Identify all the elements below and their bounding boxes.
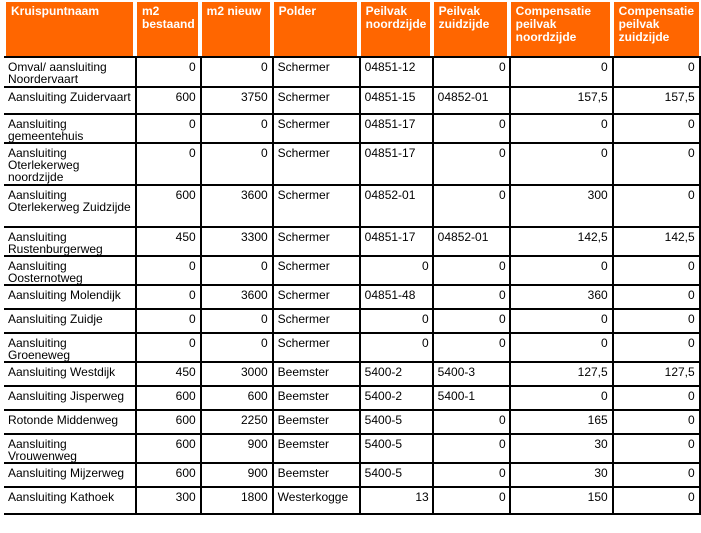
cell-compensatie-zuidzijde: 127,5 (612, 363, 701, 387)
cell-m2-nieuw: 3600 (200, 286, 272, 310)
cell-peilvak-noordzijde: 04851-12 (359, 56, 432, 88)
cell-m2-nieuw: 0 (200, 56, 272, 88)
table-body (4, 56, 701, 515)
cell-kruispuntnaam: Aansluiting Oterlekerweg Zuidzijde (4, 186, 135, 228)
cell-m2-bestaand: 0 (135, 310, 200, 334)
cell-compensatie-zuidzijde: 0 (612, 387, 701, 411)
cell-peilvak-noordzijde: 5400-5 (359, 411, 432, 435)
cell-compensatie-noordzijde: 30 (509, 464, 612, 488)
cell-peilvak-zuidzijde: 04852-01 (432, 88, 509, 115)
cell-compensatie-zuidzijde: 0 (612, 464, 701, 488)
cell-m2-bestaand: 600 (135, 411, 200, 435)
cell-m2-nieuw: 0 (200, 310, 272, 334)
table-row (4, 464, 701, 488)
cell-m2-bestaand: 300 (135, 488, 200, 515)
cell-compensatie-noordzijde: 0 (509, 115, 612, 144)
table-row (4, 88, 701, 115)
cell-peilvak-zuidzijde: 0 (432, 144, 509, 186)
cell-peilvak-zuidzijde: 0 (432, 464, 509, 488)
cell-compensatie-noordzijde: 127,5 (509, 363, 612, 387)
cell-kruispuntnaam: Aansluiting Westdijk (4, 363, 135, 387)
cell-compensatie-noordzijde: 0 (509, 257, 612, 286)
cell-peilvak-zuidzijde: 0 (432, 411, 509, 435)
cell-m2-nieuw: 3600 (200, 186, 272, 228)
cell-m2-nieuw: 3750 (200, 88, 272, 115)
cell-peilvak-noordzijde: 04851-17 (359, 228, 432, 257)
cell-compensatie-zuidzijde: 0 (612, 310, 701, 334)
cell-m2-bestaand: 600 (135, 186, 200, 228)
cell-m2-nieuw: 2250 (200, 411, 272, 435)
cell-peilvak-zuidzijde: 0 (432, 435, 509, 464)
cell-compensatie-zuidzijde: 0 (612, 286, 701, 310)
cell-m2-bestaand: 0 (135, 334, 200, 363)
header-kruispuntnaam: Kruispuntnaam (4, 2, 135, 56)
cell-compensatie-zuidzijde: 0 (612, 488, 701, 515)
cell-compensatie-noordzijde: 142,5 (509, 228, 612, 257)
cell-compensatie-noordzijde: 30 (509, 435, 612, 464)
cell-peilvak-zuidzijde: 0 (432, 334, 509, 363)
cell-m2-bestaand: 0 (135, 56, 200, 88)
cell-compensatie-noordzijde: 300 (509, 186, 612, 228)
cell-polder: Schermer (272, 228, 359, 257)
cell-compensatie-noordzijde: 150 (509, 488, 612, 515)
cell-peilvak-zuidzijde: 0 (432, 56, 509, 88)
table-row (4, 435, 701, 464)
cell-kruispuntnaam: Aansluiting Groeneweg (4, 334, 135, 363)
cell-polder: Beemster (272, 435, 359, 464)
cell-m2-nieuw: 0 (200, 257, 272, 286)
cell-polder: Beemster (272, 387, 359, 411)
cell-kruispuntnaam: Aansluiting Kathoek (4, 488, 135, 515)
cell-peilvak-zuidzijde: 5400-1 (432, 387, 509, 411)
table-row (4, 257, 701, 286)
cell-kruispuntnaam: Aansluiting Oosternotweg (4, 257, 135, 286)
cell-m2-bestaand: 0 (135, 286, 200, 310)
cell-compensatie-zuidzijde: 0 (612, 411, 701, 435)
cell-peilvak-noordzijde: 0 (359, 310, 432, 334)
cell-m2-nieuw: 3000 (200, 363, 272, 387)
table-row (4, 56, 701, 88)
cell-peilvak-noordzijde: 04851-17 (359, 115, 432, 144)
cell-polder: Schermer (272, 56, 359, 88)
cell-compensatie-zuidzijde: 142,5 (612, 228, 701, 257)
cell-polder: Beemster (272, 363, 359, 387)
header-m2-bestaand: m2 bestaand (135, 2, 200, 56)
cell-polder: Schermer (272, 115, 359, 144)
cell-compensatie-zuidzijde: 0 (612, 115, 701, 144)
cell-polder: Schermer (272, 310, 359, 334)
cell-kruispuntnaam: Aansluiting Rustenburgerweg (4, 228, 135, 257)
cell-m2-nieuw: 0 (200, 144, 272, 186)
cell-m2-bestaand: 600 (135, 387, 200, 411)
cell-kruispuntnaam: Aansluiting Molendijk (4, 286, 135, 310)
table-row (4, 286, 701, 310)
cell-m2-nieuw: 3300 (200, 228, 272, 257)
cell-m2-nieuw: 0 (200, 334, 272, 363)
header-compensatie-noordzijde: Compensatie peilvak noordzijde (509, 2, 612, 56)
cell-polder: Westerkogge (272, 488, 359, 515)
cell-kruispuntnaam: Rotonde Middenweg (4, 411, 135, 435)
cell-m2-nieuw: 0 (200, 115, 272, 144)
cell-compensatie-noordzijde: 360 (509, 286, 612, 310)
cell-polder: Schermer (272, 286, 359, 310)
cell-polder: Schermer (272, 186, 359, 228)
cell-peilvak-noordzijde: 04851-15 (359, 88, 432, 115)
cell-peilvak-zuidzijde: 0 (432, 488, 509, 515)
cell-compensatie-zuidzijde: 0 (612, 257, 701, 286)
table-row (4, 310, 701, 334)
cell-m2-nieuw: 900 (200, 435, 272, 464)
cell-compensatie-noordzijde: 165 (509, 411, 612, 435)
cell-peilvak-zuidzijde: 0 (432, 257, 509, 286)
table-row (4, 387, 701, 411)
cell-kruispuntnaam: Aansluiting Jisperweg (4, 387, 135, 411)
table-row (4, 228, 701, 257)
cell-compensatie-zuidzijde: 0 (612, 56, 701, 88)
cell-m2-bestaand: 600 (135, 435, 200, 464)
cell-peilvak-noordzijde: 5400-5 (359, 435, 432, 464)
cell-peilvak-noordzijde: 04851-17 (359, 144, 432, 186)
cell-peilvak-noordzijde: 04851-48 (359, 286, 432, 310)
cell-m2-bestaand: 450 (135, 228, 200, 257)
cell-polder: Schermer (272, 257, 359, 286)
cell-polder: Beemster (272, 464, 359, 488)
cell-m2-bestaand: 600 (135, 464, 200, 488)
cell-peilvak-noordzijde: 5400-2 (359, 363, 432, 387)
cell-peilvak-noordzijde: 04852-01 (359, 186, 432, 228)
cell-compensatie-noordzijde: 0 (509, 144, 612, 186)
cell-peilvak-noordzijde: 5400-2 (359, 387, 432, 411)
cell-peilvak-noordzijde: 0 (359, 334, 432, 363)
table-row (4, 411, 701, 435)
header-peilvak-zuidzijde: Peilvak zuidzijde (432, 2, 509, 56)
header-peilvak-noordzijde: Peilvak noordzijde (359, 2, 432, 56)
cell-peilvak-zuidzijde: 0 (432, 286, 509, 310)
cell-m2-bestaand: 0 (135, 144, 200, 186)
cell-compensatie-zuidzijde: 0 (612, 186, 701, 228)
table-row (4, 186, 701, 228)
cell-compensatie-noordzijde: 0 (509, 310, 612, 334)
cell-peilvak-noordzijde: 13 (359, 488, 432, 515)
cell-peilvak-zuidzijde: 5400-3 (432, 363, 509, 387)
cell-m2-bestaand: 600 (135, 88, 200, 115)
cell-kruispuntnaam: Aansluiting Oterlekerweg noordzijde (4, 144, 135, 186)
cell-compensatie-zuidzijde: 0 (612, 144, 701, 186)
cell-kruispuntnaam: Aansluiting Zuidervaart (4, 88, 135, 115)
cell-kruispuntnaam: Aansluiting Mijzerweg (4, 464, 135, 488)
cell-m2-nieuw: 600 (200, 387, 272, 411)
cell-m2-nieuw: 1800 (200, 488, 272, 515)
table-row (4, 334, 701, 363)
cell-peilvak-zuidzijde: 0 (432, 115, 509, 144)
cell-kruispuntnaam: Aansluiting gemeentehuis (4, 115, 135, 144)
cell-peilvak-zuidzijde: 0 (432, 310, 509, 334)
cell-compensatie-zuidzijde: 0 (612, 435, 701, 464)
table-row (4, 115, 701, 144)
cell-m2-bestaand: 0 (135, 257, 200, 286)
cell-compensatie-zuidzijde: 0 (612, 334, 701, 363)
header-m2-nieuw: m2 nieuw (200, 2, 272, 56)
cell-kruispuntnaam: Aansluiting Vrouwenweg (4, 435, 135, 464)
cell-peilvak-zuidzijde: 04852-01 (432, 228, 509, 257)
cell-compensatie-noordzijde: 0 (509, 387, 612, 411)
cell-compensatie-noordzijde: 0 (509, 56, 612, 88)
table-row (4, 144, 701, 186)
header-row (4, 2, 701, 56)
cell-polder: Schermer (272, 88, 359, 115)
header-compensatie-zuidzijde: Compensatie peilvak zuidzijde (612, 2, 701, 56)
cell-compensatie-noordzijde: 0 (509, 334, 612, 363)
cell-compensatie-noordzijde: 157,5 (509, 88, 612, 115)
cell-peilvak-noordzijde: 5400-5 (359, 464, 432, 488)
cell-kruispuntnaam: Aansluiting Zuidje (4, 310, 135, 334)
cell-m2-bestaand: 450 (135, 363, 200, 387)
kruispunt-table (4, 2, 701, 515)
cell-compensatie-zuidzijde: 157,5 (612, 88, 701, 115)
cell-kruispuntnaam: Omval/ aansluiting Noordervaart (4, 56, 135, 88)
cell-peilvak-noordzijde: 0 (359, 257, 432, 286)
table-row (4, 488, 701, 515)
cell-peilvak-zuidzijde: 0 (432, 186, 509, 228)
cell-polder: Schermer (272, 144, 359, 186)
cell-polder: Beemster (272, 411, 359, 435)
table-row (4, 363, 701, 387)
header-polder: Polder (272, 2, 359, 56)
cell-polder: Schermer (272, 334, 359, 363)
cell-m2-bestaand: 0 (135, 115, 200, 144)
cell-m2-nieuw: 900 (200, 464, 272, 488)
